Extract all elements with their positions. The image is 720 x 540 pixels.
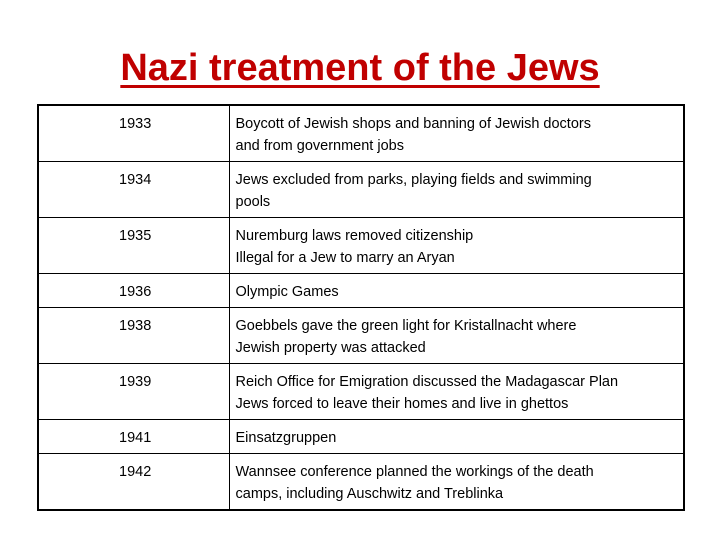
table-row [38,162,684,218]
event-cell: Goebbels gave the green light for Kristallnacht where Jewish property was attacked [229,308,684,364]
event-cell: Nuremburg laws removed citizenship Illegal for a Jew to marry an Aryan [229,218,684,274]
event-cell: Einsatzgruppen [229,420,684,454]
year-cell: 1942 [38,454,229,511]
table-row [38,364,684,420]
table-row [38,274,684,308]
year-cell: 1939 [38,364,229,420]
year-cell: 1938 [38,308,229,364]
table-row [38,218,684,274]
year-cell: 1933 [38,105,229,162]
event-cell: Olympic Games [229,274,684,308]
slide-title: Nazi treatment of the Jews [120,47,600,89]
event-cell: Boycott of Jewish shops and banning of Jewish doctors and from government jobs [229,105,684,162]
year-cell: 1941 [38,420,229,454]
timeline-table [37,104,685,511]
table-row [38,454,684,511]
event-cell: Reich Office for Emigration discussed the Madagascar Plan Jews forced to leave their homes and live in ghettos [229,364,684,420]
year-cell: 1935 [38,218,229,274]
table-row [38,420,684,454]
event-cell: Jews excluded from parks, playing fields and swimming pools [229,162,684,218]
year-cell: 1936 [38,274,229,308]
table-row [38,308,684,364]
event-cell: Wannsee conference planned the workings of the death camps, including Auschwitz and Treblinka [229,454,684,511]
year-cell: 1934 [38,162,229,218]
table-row [38,105,684,162]
